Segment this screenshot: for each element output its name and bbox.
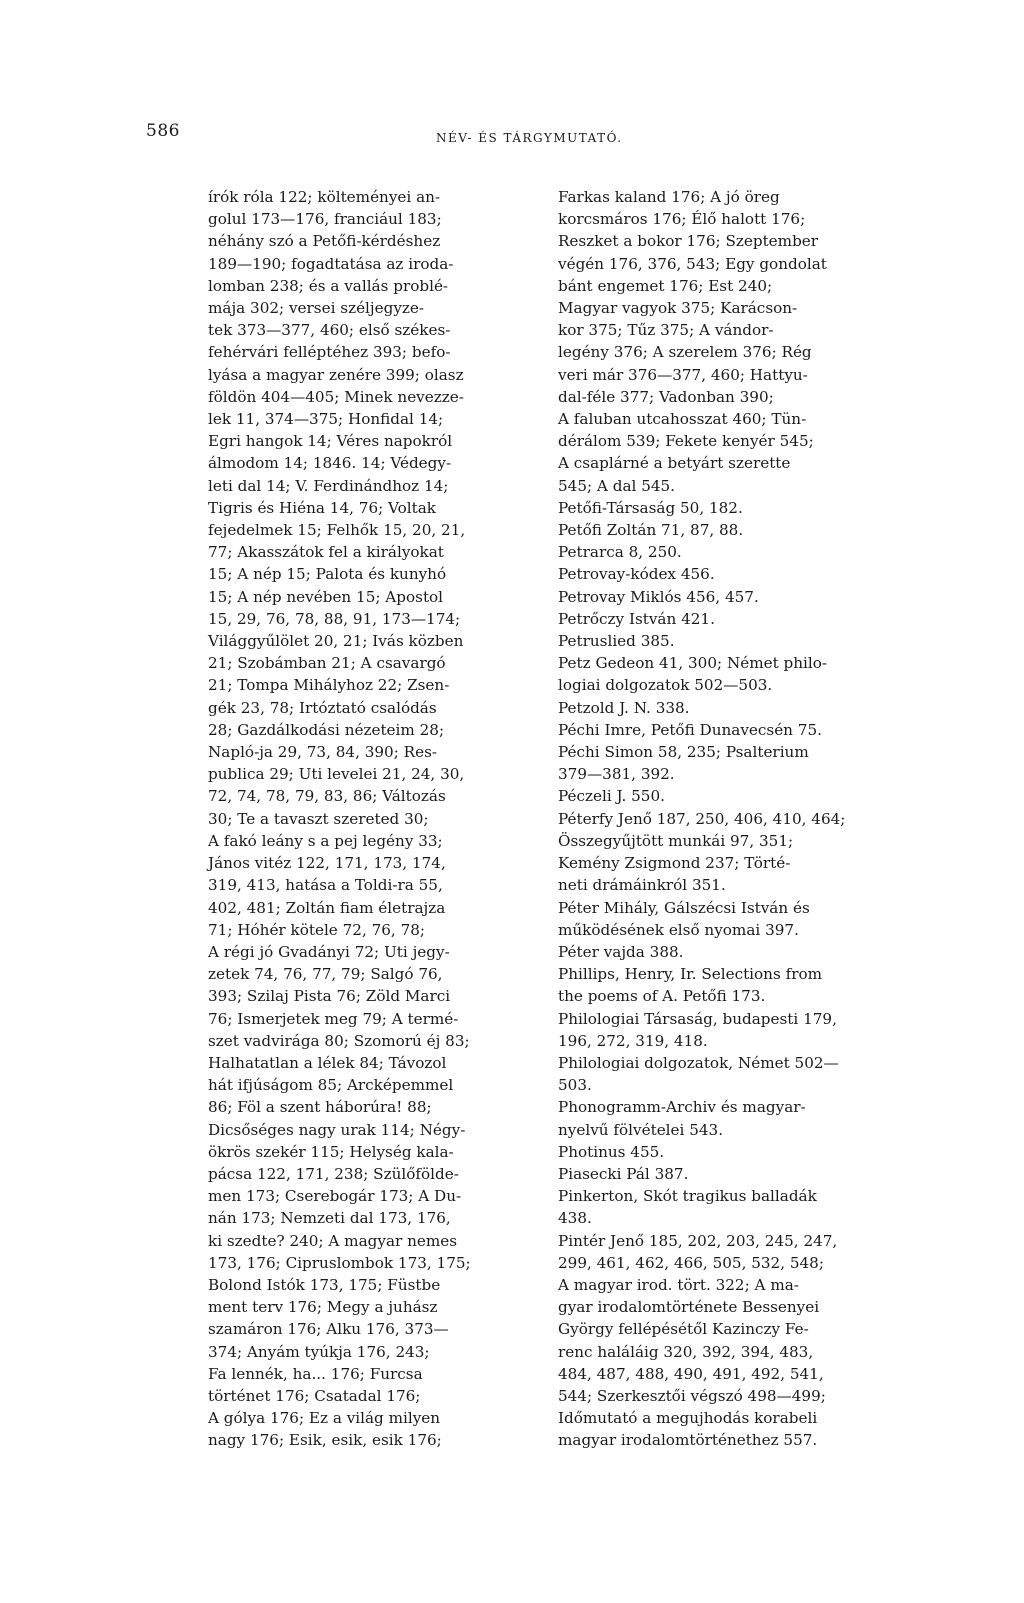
index-line: Reszket a bokor 176; Szeptember — [558, 232, 819, 251]
index-line: Petrőczy István 421. — [558, 609, 715, 628]
index-line: Phonogramm-Archiv és magyar- — [558, 1098, 806, 1117]
index-line: 77; Akasszátok fel a királyokat — [208, 543, 444, 562]
index-line: 15; A nép nevében 15; Apostol — [208, 587, 444, 606]
index-line: történet 176; Csatadal 176; — [208, 1386, 421, 1405]
index-line: Péter vajda 388. — [558, 942, 684, 961]
index-entry — [558, 563, 907, 585]
index-line: Péterfy Jenő 187, 250, 406, 410, 464; — [558, 809, 846, 828]
index-line: működésének első nyomai 397. — [558, 920, 799, 939]
index-line: Piasecki Pál 387. — [558, 1164, 689, 1183]
index-line: Péter Mihály, Gálszécsi István és — [558, 898, 810, 917]
index-entry — [558, 541, 907, 563]
index-entry — [558, 497, 907, 519]
index-line: A gólya 176; Ez a világ milyen — [208, 1409, 441, 1428]
index-line: gék 23, 78; Irtóztató csalódás — [208, 698, 437, 717]
index-line: Petrarca 8, 250. — [558, 543, 682, 562]
index-entry — [558, 785, 907, 807]
index-column-right — [558, 186, 907, 1452]
index-entry — [558, 1230, 907, 1452]
index-line: 402, 481; Zoltán fiam életrajza — [208, 898, 446, 917]
index-line: A faluban utcahosszat 460; Tün- — [558, 410, 807, 429]
index-line: A csaplárné a betyárt szerette — [558, 454, 791, 473]
index-line: A régi jó Gvadányi 72; Uti jegy- — [208, 942, 450, 961]
index-line: bánt engemet 176; Est 240; — [558, 276, 773, 295]
index-entry — [558, 741, 907, 785]
index-line: Petrovay-kódex 456. — [558, 565, 715, 584]
index-line: írók róla 122; költeményei an- — [208, 188, 441, 206]
index-line: 374; Anyám tyúkja 176, 243; — [208, 1342, 430, 1361]
index-line: kor 375; Tűz 375; A vándor- — [558, 321, 774, 340]
index-line: lyása a magyar zenére 399; olasz — [208, 365, 464, 384]
index-line: Petőfi Zoltán 71, 87, 88. — [558, 521, 744, 540]
index-line: nán 173; Nemzeti dal 173, 176, — [208, 1209, 451, 1228]
index-line: mája 302; versei széljegyze- — [208, 299, 425, 318]
index-line: golul 173—176, franciául 183; — [208, 210, 442, 229]
index-line: renc haláláig 320, 392, 394, 483, — [558, 1342, 814, 1361]
index-line: dérálom 539; Fekete kenyér 545; — [558, 432, 814, 451]
index-line: Magyar vagyok 375; Karácson- — [558, 299, 798, 318]
index-entry — [558, 963, 907, 1007]
index-line: zetek 74, 76, 77, 79; Salgó 76, — [208, 965, 443, 984]
index-line: dal-féle 377; Vadonban 390; — [558, 387, 774, 406]
index-line: veri már 376—377, 460; Hattyu- — [558, 365, 808, 384]
index-line: logiai dolgozatok 502—503. — [558, 676, 773, 695]
index-line: lek 11, 374—375; Honfidal 14; — [208, 410, 444, 429]
index-line: álmodom 14; 1846. 14; Védegy- — [208, 454, 452, 473]
index-line: 196, 272, 319, 418. — [558, 1031, 708, 1050]
index-line: János vitéz 122, 171, 173, 174, — [208, 854, 446, 873]
index-line: 319, 413, hatása a Toldi-ra 55, — [208, 876, 443, 895]
index-line: Tigris és Hiéna 14, 76; Voltak — [208, 498, 436, 517]
index-entry — [558, 897, 907, 941]
index-line: legény 376; A szerelem 376; Rég — [558, 343, 812, 362]
index-line: Péchi Imre, Petőfi Dunavecsén 75. — [558, 720, 822, 739]
index-entry — [558, 608, 907, 630]
index-line: ment terv 176; Megy a juhász — [208, 1298, 438, 1317]
index-line: the poems of A. Petőfi 173. — [558, 987, 766, 1006]
index-line: Petzold J. N. 338. — [558, 698, 690, 717]
index-line: Petz Gedeon 41, 300; Német philo- — [558, 654, 828, 673]
index-line: pácsa 122, 171, 238; Szülőfölde- — [208, 1164, 459, 1183]
index-line: 21; Tompa Mihályhoz 22; Zsen- — [208, 676, 450, 695]
index-entry — [558, 519, 907, 541]
index-line: Philologiai dolgozatok, Német 502— — [558, 1053, 839, 1072]
index-line: Halhatatlan a lélek 84; Távozol — [208, 1053, 447, 1072]
index-line: szamáron 176; Alku 176, 373— — [208, 1320, 449, 1339]
index-line: leti dal 14; V. Ferdinándhoz 14; — [208, 476, 449, 495]
index-line: 72, 74, 78, 79, 83, 86; Változás — [208, 787, 446, 806]
index-line: gyar irodalomtörténete Bessenyei — [558, 1298, 820, 1317]
index-entry — [558, 1096, 907, 1140]
index-line: Petőfi-Társaság 50, 182. — [558, 498, 743, 517]
index-line: lomban 238; és a vallás problé- — [208, 276, 449, 295]
index-line: 30; Te a tavaszt szereted 30; — [208, 809, 429, 828]
index-line: szet vadvirága 80; Szomorú éj 83; — [208, 1031, 470, 1050]
index-line: 15, 29, 76, 78, 88, 91, 173—174; — [208, 609, 461, 628]
index-entry — [558, 630, 907, 652]
index-line: Petruslied 385. — [558, 632, 675, 651]
index-line: 28; Gazdálkodási nézeteim 28; — [208, 720, 445, 739]
index-line: Világgyűlölet 20, 21; Ivás közben — [208, 632, 464, 651]
index-line: Philologiai Társaság, budapesti 179, — [558, 1009, 837, 1028]
index-line: nyelvű fölvételei 543. — [558, 1120, 724, 1139]
index-entry — [558, 1163, 907, 1185]
index-line: fehérvári felléptéhez 393; befo- — [208, 343, 451, 362]
index-line: Kemény Zsigmond 237; Törté- — [558, 854, 791, 873]
index-line: Pinkerton, Skót tragikus balladák — [558, 1187, 817, 1206]
index-line: A magyar irod. tört. 322; A ma- — [558, 1275, 799, 1294]
index-line: publica 29; Uti levelei 21, 24, 30, — [208, 765, 465, 784]
index-line: Farkas kaland 176; A jó öreg — [558, 188, 780, 206]
index-line: Péchi Simon 58, 235; Psalterium — [558, 743, 809, 762]
index-line: 76; Ismerjetek meg 79; A termé- — [208, 1009, 459, 1028]
running-head: NÉV- ÉS TÁRGYMUTATÓ. — [436, 131, 623, 145]
index-line: György fellépésétől Kazinczy Fe- — [558, 1320, 809, 1339]
index-entry — [558, 1141, 907, 1163]
index-line: 379—381, 392. — [558, 765, 675, 784]
index-line: 21; Szobámban 21; A csavargó — [208, 654, 446, 673]
index-line: Bolond Istók 173, 175; Füstbe — [208, 1275, 441, 1294]
index-line: A fakó leány s a pej legény 33; — [208, 831, 443, 850]
index-entry — [558, 697, 907, 719]
index-line: 484, 487, 488, 490, 491, 492, 541, — [558, 1364, 824, 1383]
index-line: men 173; Cserebogár 173; A Du- — [208, 1187, 462, 1206]
index-line: tek 373—377, 460; első székes- — [208, 321, 451, 340]
index-line: néhány szó a Petőfi-kérdéshez — [208, 232, 441, 251]
index-entry — [558, 719, 907, 741]
index-entry — [558, 586, 907, 608]
index-line: 438. — [558, 1209, 592, 1228]
index-line: Petrovay Miklós 456, 457. — [558, 587, 759, 606]
index-line: Időmutató a megujhodás korabeli — [558, 1409, 818, 1428]
index-line: magyar irodalomtörténethez 557. — [558, 1431, 818, 1450]
index-column-left — [208, 186, 548, 1452]
index-line: 503. — [558, 1076, 592, 1095]
index-entry — [558, 1008, 907, 1052]
index-entry — [558, 808, 907, 897]
index-line: fejedelmek 15; Felhők 15, 20, 21, — [208, 521, 466, 540]
index-line: Összegyűjtött munkái 97, 351; — [558, 831, 794, 850]
page-number: 586 — [146, 121, 180, 141]
index-entry — [558, 1185, 907, 1229]
index-line: 544; Szerkesztői végszó 498—499; — [558, 1386, 826, 1405]
index-line: 86; Föl a szent háborúra! 88; — [208, 1098, 432, 1117]
index-line: földön 404—405; Minek nevezze- — [208, 387, 464, 406]
index-entry — [558, 652, 907, 696]
index-entry — [558, 1052, 907, 1096]
index-line: 15; A nép 15; Palota és kunyhó — [208, 565, 447, 584]
index-line: nagy 176; Esik, esik, esik 176; — [208, 1431, 442, 1450]
index-line: ökrös szekér 115; Helység kala- — [208, 1142, 454, 1161]
index-line: ki szedte? 240; A magyar nemes — [208, 1231, 458, 1250]
index-line: Egri hangok 14; Véres napokról — [208, 432, 453, 451]
index-line: korcsmáros 176; Élő halott 176; — [558, 210, 806, 229]
index-line: 299, 461, 462, 466, 505, 532, 548; — [558, 1253, 824, 1272]
index-line: 545; A dal 545. — [558, 476, 676, 495]
index-line: Dicsőséges nagy urak 114; Négy- — [208, 1120, 466, 1139]
index-line: 189—190; fogadtatása az iroda- — [208, 254, 454, 273]
index-line: 393; Szilaj Pista 76; Zöld Marci — [208, 987, 451, 1006]
index-line: Phillips, Henry, Ir. Selections from — [558, 965, 823, 984]
index-line: Napló-ja 29, 73, 84, 390; Res- — [208, 743, 438, 762]
index-line: hát ifjúságom 85; Arcképemmel — [208, 1076, 454, 1095]
index-line: Photinus 455. — [558, 1142, 665, 1161]
index-line: végén 176, 376, 543; Egy gondolat — [558, 254, 827, 273]
index-entry — [558, 941, 907, 963]
index-line: neti drámáinkról 351. — [558, 876, 726, 895]
index-line: 173, 176; Cipruslombok 173, 175; — [208, 1253, 471, 1272]
index-line: 71; Hóhér kötele 72, 76, 78; — [208, 920, 426, 939]
index-line: Pintér Jenő 185, 202, 203, 245, 247, — [558, 1231, 838, 1250]
index-entry — [558, 186, 907, 497]
index-line: Péczeli J. 550. — [558, 787, 665, 806]
index-line: Fa lennék, ha... 176; Furcsa — [208, 1364, 423, 1383]
